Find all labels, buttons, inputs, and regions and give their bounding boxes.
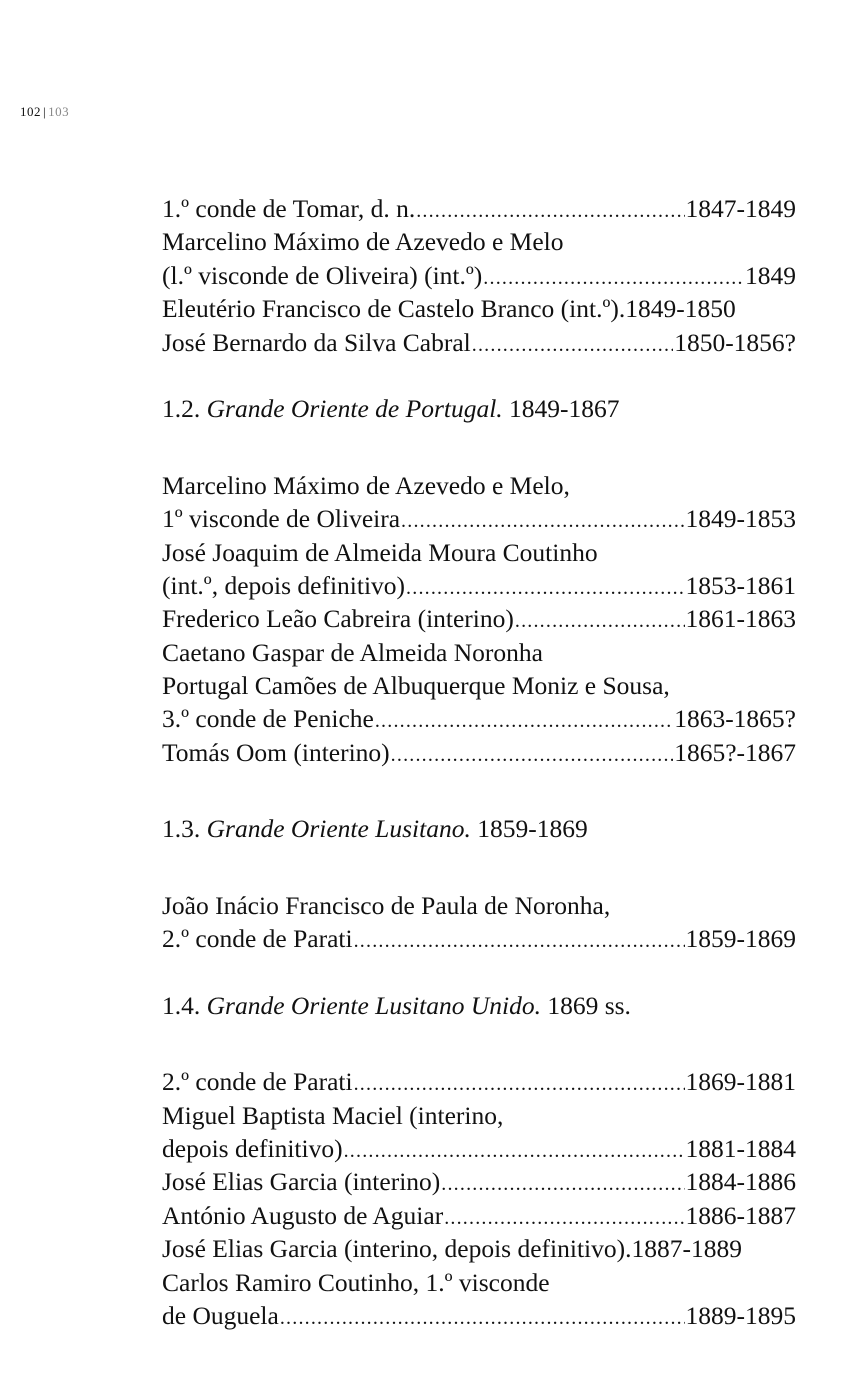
list-item — [162, 1165, 796, 1198]
section-title: Grande Oriente Lusitano. — [206, 814, 471, 844]
page-numbers — [20, 104, 69, 120]
page-number-left: 102 — [20, 104, 41, 119]
section-years: 1869 ss. — [547, 990, 631, 1020]
entry-years: 1886-1887 — [685, 1200, 796, 1230]
list-item — [162, 1299, 796, 1332]
entry-name: depois definitivo) — [162, 1134, 343, 1164]
spacer — [162, 359, 796, 392]
section-1-2-list — [162, 469, 796, 770]
section-heading-1-2 — [162, 392, 796, 425]
entry-years: 1884-1886 — [685, 1167, 796, 1197]
leader-dots — [401, 505, 684, 535]
page-number-separator: | — [43, 104, 47, 119]
entry-name: José Elias Garcia (interino) — [162, 1167, 441, 1197]
list-item — [162, 259, 796, 292]
list-item — [162, 1232, 796, 1265]
section-heading-1-4 — [162, 989, 796, 1022]
list-item — [162, 702, 796, 735]
list-item — [162, 1132, 796, 1165]
list-item — [162, 922, 796, 955]
section-1-3-list — [162, 889, 796, 956]
entry-name: 3.º conde de Peniche — [162, 704, 374, 734]
list-item: Portugal Camões de Albuquerque Moniz e Sousa, — [162, 671, 670, 701]
leader-dots — [416, 195, 684, 225]
list-item: José Joaquim de Almeida Moura Coutinho — [162, 537, 598, 567]
entry-name: de Ouguela — [162, 1300, 279, 1330]
list-item: Caetano Gaspar de Almeida Noronha — [162, 637, 543, 667]
list-item — [162, 292, 796, 325]
section-1-1-list — [162, 192, 796, 359]
entry-name: Frederico Leão Cabreira (interino) — [162, 604, 514, 634]
list-item — [162, 569, 796, 602]
entry-years: 1889-1895 — [685, 1300, 796, 1330]
spacer — [162, 1022, 796, 1065]
leader-dots — [354, 1068, 685, 1098]
leader-dots — [344, 1135, 685, 1165]
entry-years: 1859-1869 — [685, 924, 796, 954]
list-item — [162, 192, 796, 225]
entry-years: 1847-1849 — [685, 194, 796, 223]
entry-years: 1861-1863 — [685, 604, 796, 634]
entry-name: Eleutério Francisco de Castelo Branco (int.º). — [162, 294, 626, 324]
entry-name: António Augusto de Aguiar — [162, 1200, 444, 1230]
list-item — [162, 326, 796, 359]
list-item — [162, 1199, 796, 1232]
leader-dots — [515, 605, 685, 635]
entry-name: 1.º conde de Tomar, d. n. — [162, 194, 416, 223]
leader-dots — [483, 262, 744, 292]
entry-name: Tomás Oom (interino) — [162, 737, 390, 767]
spacer — [162, 846, 796, 889]
entry-years: 1849-1853 — [685, 504, 796, 534]
spacer — [162, 955, 796, 988]
entry-name: 2.º conde de Parati — [162, 1067, 353, 1097]
entry-years: 1853-1861 — [685, 570, 796, 600]
entry-name: (l.º visconde de Oliveira) (int.º) — [162, 260, 483, 290]
leader-dots — [354, 925, 685, 955]
entry-years: 1863-1865? — [674, 704, 796, 734]
entry-years: 1881-1884 — [685, 1134, 796, 1164]
entry-name: 2.º conde de Parati — [162, 924, 353, 954]
list-item — [162, 602, 796, 635]
list-item: Marcelino Máximo de Azevedo e Melo, — [162, 470, 570, 500]
entry-years: 1869-1881 — [685, 1067, 796, 1097]
leader-dots — [280, 1302, 685, 1332]
leader-dots — [375, 705, 673, 735]
entry-name: José Bernardo da Silva Cabral — [162, 327, 471, 357]
page-number-right: 103 — [48, 104, 70, 119]
section-heading-1-3 — [162, 812, 796, 845]
section-title: Grande Oriente de Portugal. — [206, 394, 503, 424]
list-item — [162, 1065, 796, 1098]
section-title: Grande Oriente Lusitano Unido. — [206, 990, 541, 1020]
list-item: João Inácio Francisco de Paula de Noronha, — [162, 890, 611, 920]
list-item — [162, 502, 796, 535]
entry-name: 1º visconde de Oliveira — [162, 504, 401, 534]
entry-years: 1850-1856? — [674, 327, 796, 357]
section-1-4-list — [162, 1065, 796, 1332]
section-number: 1.2. — [162, 394, 201, 424]
leader-dots — [391, 739, 674, 769]
section-number: 1.4. — [162, 990, 201, 1020]
spacer — [162, 769, 796, 812]
leader-dots — [441, 1168, 684, 1198]
entry-name: (int.º, depois definitivo) — [162, 570, 406, 600]
entry-years: 1865?-1867 — [674, 737, 796, 767]
list-item — [162, 736, 796, 769]
list-item: Marcelino Máximo de Azevedo e Melo — [162, 227, 564, 257]
entry-years: 1849-1850 — [625, 294, 736, 324]
section-years: 1849-1867 — [509, 394, 620, 424]
list-item: Carlos Ramiro Coutinho, 1.º visconde — [162, 1267, 550, 1297]
leader-dots — [472, 329, 673, 359]
list-item: Miguel Baptista Maciel (interino, — [162, 1100, 504, 1130]
leader-dots — [444, 1202, 684, 1232]
section-years: 1859-1869 — [477, 814, 588, 844]
page-content — [162, 192, 796, 1332]
entry-years: 1849 — [745, 260, 796, 290]
entry-years: 1887-1889 — [631, 1234, 742, 1264]
entry-name: José Elias Garcia (interino, depois definitivo). — [162, 1234, 632, 1264]
section-number: 1.3. — [162, 814, 201, 844]
leader-dots — [406, 572, 684, 602]
spacer — [162, 426, 796, 469]
